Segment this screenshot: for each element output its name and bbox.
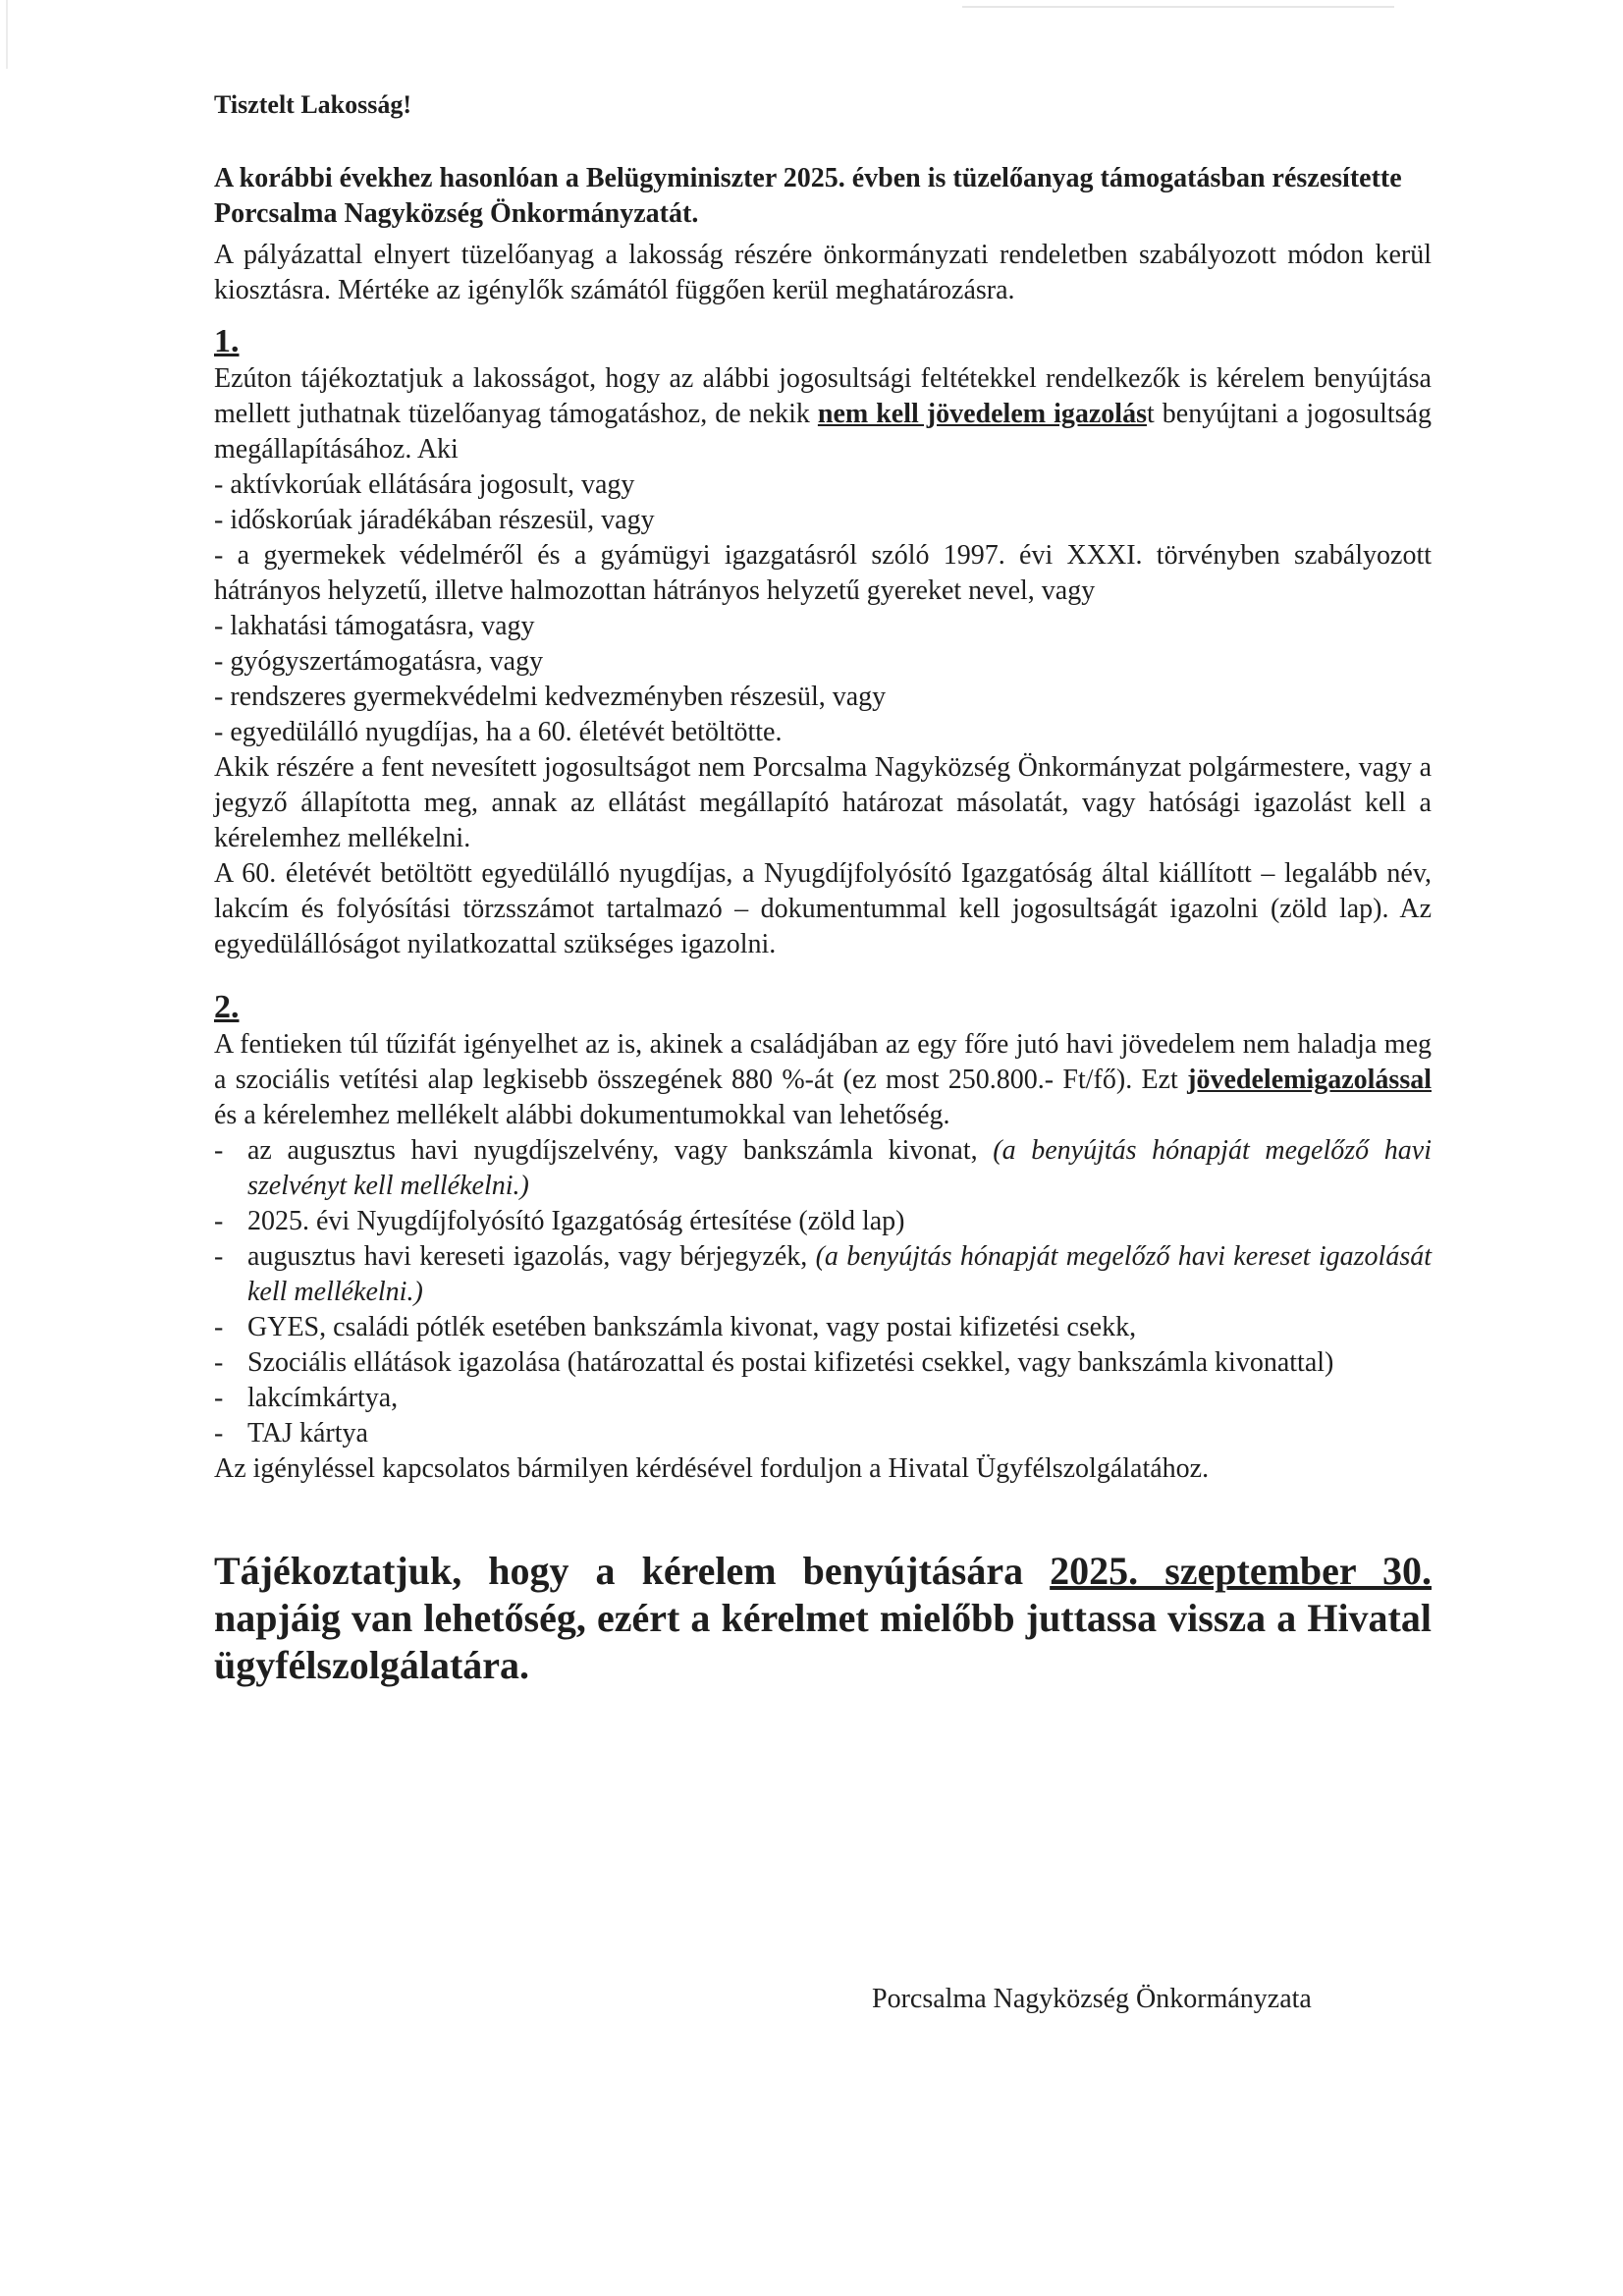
list-item-note: (a benyújtás hónapját megelőző havi szelvényt kell mellékelni.)	[247, 1135, 1432, 1201]
no-income-proof-emphasis: nem kell jövedelem igazolás	[817, 399, 1147, 429]
scan-artifact-line	[962, 6, 1394, 8]
list-item: - lakhatási támogatásra, vagy	[214, 611, 535, 641]
intro-paragraph: A pályázattal elnyert tüzelőanyag a lakosság részére önkormányzati rendeletben szabályozott módon kerül kiosztásra. Mértéke az igénylők számától függően kerül meghatározásra.	[214, 240, 1432, 305]
list-item-text: GYES, családi pótlék esetében bankszámla kivonat, vagy postai kifizetési csekk,	[247, 1312, 1137, 1342]
intro-bold-paragraph: A korábbi évekhez hasonlóan a Belügyminiszter 2025. évben is tüzelőanyag támogatásban részesítette Porcsalma Nagyközség Önkormányzatát.	[214, 163, 1402, 229]
section-1-number: 1.	[214, 323, 240, 359]
list-item	[214, 1345, 1432, 1381]
section-2-text-end: és a kérelemhez mellékelt alábbi dokumentumokkal van lehetőség.	[214, 1100, 950, 1130]
list-item	[214, 1239, 1432, 1310]
list-item-text: lakcímkártya,	[247, 1383, 399, 1413]
list-item: - egyedülálló nyugdíjas, ha a 60. életévét betöltötte.	[214, 717, 783, 747]
list-dash: -	[214, 1241, 224, 1272]
list-item-text: 2025. évi Nyugdíjfolyósító Igazgatóság értesítése (zöld lap)	[247, 1206, 905, 1236]
section-1-text-suffix: t	[1146, 399, 1155, 429]
income-proof-emphasis: jövedelemigazolással	[1187, 1065, 1432, 1095]
list-dash: -	[214, 1312, 224, 1342]
list-item: - időskorúak járadékában részesül, vagy	[214, 505, 655, 535]
list-item	[214, 1381, 1432, 1416]
section-2	[214, 988, 1432, 1487]
closing-paragraph: Az igényléssel kapcsolatos bármilyen kérdésével forduljon a Hivatal Ügyfélszolgálatához.	[214, 1453, 1210, 1484]
deadline-notice	[214, 1548, 1432, 1689]
scan-artifact-edge	[6, 0, 8, 69]
list-item: - gyógyszertámogatásra, vagy	[214, 646, 544, 677]
list-item: - rendszeres gyermekvédelmi kedvezményben részesül, vagy	[214, 682, 887, 712]
list-item: - a gyermekek védelméről és a gyámügyi igazgatásról szóló 1997. évi XXXI. törvényben szabályozott hátrányos helyzetű, illetve halmozottan hátrányos helyzetű gyereket nevel, vagy	[214, 540, 1432, 606]
section-2-text-start: A fentieken túl tűzifát igényelhet az is, akinek a családjában az egy főre jutó havi jövedelem nem haladja meg a szociális vetítési alap legkisebb összegének 880 %-át (ez most 250.800.- Ft/fő). Ezt	[214, 1029, 1432, 1095]
list-item: - aktívkorúak ellátására jogosult, vagy	[214, 469, 635, 500]
list-item-text: augusztus havi kereseti igazolás, vagy bérjegyzék,	[247, 1241, 816, 1272]
list-item-note: (a benyújtás hónapját megelőző havi kereset igazolását kell mellékelni.)	[247, 1241, 1432, 1307]
signature: Porcsalma Nagyközség Önkormányzata	[872, 1984, 1312, 2014]
section-1-text-start: Ezúton tájékoztatjuk a lakosságot, hogy az alábbi jogosultsági feltétekkel rendelkezők is kérelem benyújtása mellett juthatnak tüzelőanyag támogatáshoz, de nekik	[214, 363, 1432, 429]
deadline-date: 2025. szeptember 30.	[1050, 1549, 1432, 1593]
section-1-text-end: benyújtani a jogosultság megállapításához. Aki	[214, 399, 1432, 465]
section-1-paragraph-2: Akik részére a fent nevesített jogosultságot nem Porcsalma Nagyközség Önkormányzat polgármestere, vagy a jegyző állapította meg, annak az ellátást megállapító határozat másolatát, vagy hatósági igazolást kell a kérelemhez mellékelni.	[214, 752, 1432, 853]
list-dash: -	[214, 1206, 224, 1236]
letter-body	[214, 90, 1432, 1689]
list-dash: -	[214, 1135, 224, 1166]
list-dash: -	[214, 1347, 224, 1378]
greeting: Tisztelt Lakosság!	[214, 90, 412, 119]
eligibility-list	[214, 467, 1432, 750]
list-item-text: az augusztus havi nyugdíjszelvény, vagy bankszámla kivonat,	[247, 1135, 994, 1166]
list-item-text: Szociális ellátások igazolása (határozattal és postai kifizetési csekkel, vagy bankszámla kivonattal)	[247, 1347, 1334, 1378]
document-list	[214, 1133, 1432, 1451]
list-item	[214, 1133, 1432, 1204]
section-1	[214, 322, 1432, 962]
list-item	[214, 1204, 1432, 1239]
section-2-number: 2.	[214, 989, 240, 1025]
list-dash: -	[214, 1418, 224, 1449]
list-dash: -	[214, 1383, 224, 1413]
notice-text-end: napjáig van lehetőség, ezért a kérelmet mielőbb juttassa vissza a Hivatal ügyfélszolgálatára.	[214, 1596, 1432, 1687]
section-1-paragraph-3: A 60. életévét betöltött egyedülálló nyugdíjas, a Nyugdíjfolyósító Igazgatóság által kiállított – legalább név, lakcím és folyósítási törzsszámot tartalmazó – dokumentummal kell jogosultságát igazolni (zöld lap). Az egyedülállóságot nyilatkozattal szükséges igazolni.	[214, 858, 1432, 959]
section-1-paragraph	[214, 361, 1432, 467]
list-item	[214, 1416, 1432, 1451]
list-item	[214, 1310, 1432, 1345]
notice-text-start: Tájékoztatjuk, hogy a kérelem benyújtására	[214, 1549, 1051, 1593]
section-2-paragraph	[214, 1027, 1432, 1133]
list-item-text: TAJ kártya	[247, 1418, 368, 1449]
